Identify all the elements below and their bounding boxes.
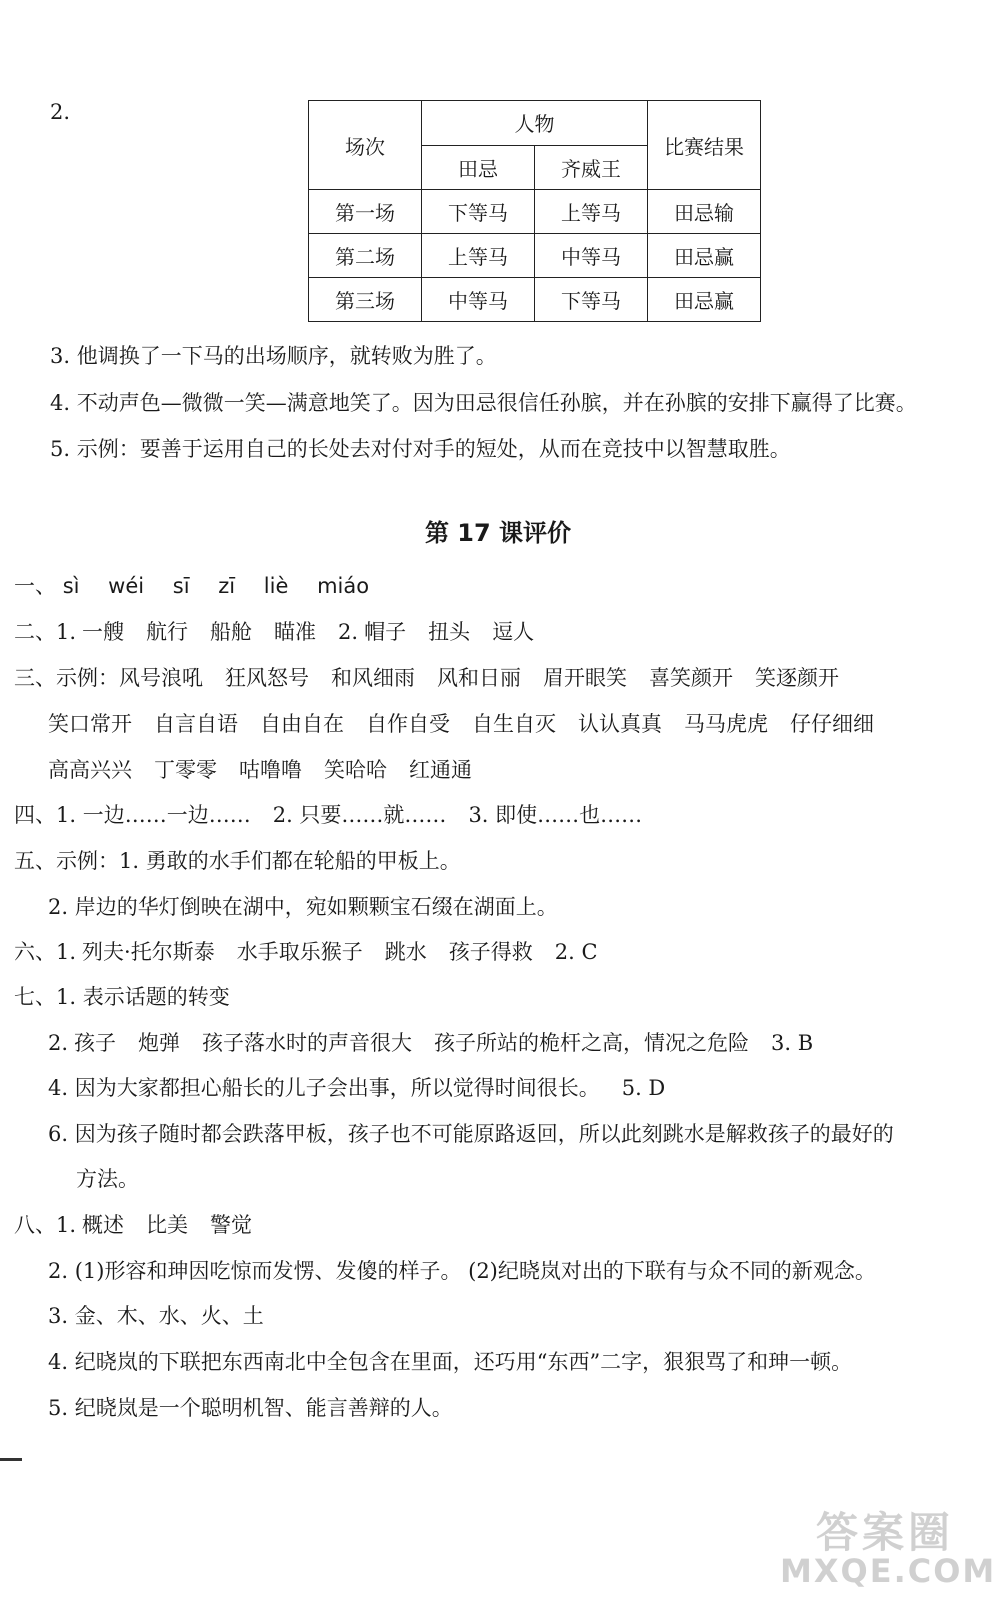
word: 警觉 bbox=[210, 1213, 253, 1237]
answer-text: 1. 勇敢的水手们都在轮船的甲板上。 bbox=[119, 849, 461, 873]
idiom: 红通通 bbox=[409, 758, 472, 782]
section-title: 第 17 课评价 bbox=[424, 519, 572, 547]
watermark-logo-text: 答案圈 bbox=[815, 1508, 954, 1557]
section-7-answer-6-line-1: 6. 因为孩子随时都会跌落甲板，孩子也不可能原路返回，所以此刻跳水是解救孩子的最好的 bbox=[48, 1122, 894, 1146]
answer-item: 1. 一边……一边…… bbox=[56, 803, 251, 827]
section-prefix: 三、示例： bbox=[14, 666, 119, 690]
idiom: 认认真真 bbox=[578, 712, 662, 736]
idiom: 自作自受 bbox=[366, 712, 450, 736]
answer-text: 1. 表示话题的转变 bbox=[56, 985, 230, 1009]
horse-race-table bbox=[308, 100, 761, 322]
idiom: 丁零零 bbox=[154, 758, 217, 782]
section-prefix: 六、 bbox=[14, 940, 56, 964]
word: 逗人 bbox=[492, 620, 535, 644]
word: 一艘 bbox=[82, 620, 125, 644]
pinyin-word: sì bbox=[62, 574, 80, 598]
section-3-row-2 bbox=[48, 710, 874, 738]
table-row bbox=[309, 278, 761, 322]
section-8-answer-5: 5. 纪晓岚是一个聪明机智、能言善辩的人。 bbox=[48, 1396, 453, 1420]
table-cell: 田忌赢 bbox=[648, 278, 761, 322]
section-4 bbox=[14, 801, 642, 829]
section-prefix: 五、示例： bbox=[14, 849, 119, 873]
word: 瞄准 bbox=[274, 620, 317, 644]
pinyin-word: miáo bbox=[317, 574, 370, 598]
idiom: 狂风怒号 bbox=[225, 666, 309, 690]
idiom: 仔仔细细 bbox=[790, 712, 874, 736]
word: 扭头 bbox=[428, 620, 471, 644]
answer-item: 2. C bbox=[554, 940, 598, 964]
word: 孩子所站的桅杆之高，情况之危险 bbox=[434, 1031, 750, 1055]
word: 列夫·托尔斯泰 bbox=[82, 940, 215, 964]
word: 跳水 bbox=[384, 940, 427, 964]
table-cell: 田忌赢 bbox=[648, 234, 761, 278]
word: 水手取乐猴子 bbox=[236, 940, 363, 964]
section-3-row-1 bbox=[14, 664, 839, 692]
idiom: 和风细雨 bbox=[331, 666, 415, 690]
answer-item: 3. B bbox=[771, 1031, 814, 1055]
word: 孩子 bbox=[74, 1031, 117, 1055]
idiom: 高高兴兴 bbox=[48, 758, 132, 782]
site-watermark bbox=[780, 1500, 996, 1595]
word: 孩子落水时的声音很大 bbox=[202, 1031, 413, 1055]
word: 帽子 bbox=[364, 620, 407, 644]
idiom: 喜笑颜开 bbox=[649, 666, 733, 690]
table-cell: 上等马 bbox=[422, 234, 535, 278]
section-8-answer-1 bbox=[14, 1211, 252, 1239]
idiom: 笑口常开 bbox=[48, 712, 132, 736]
item-number: 1. bbox=[56, 1213, 77, 1237]
answer-item: 3. 即使……也…… bbox=[468, 803, 643, 827]
idiom: 咕噜噜 bbox=[239, 758, 302, 782]
section-prefix: 四、 bbox=[14, 803, 56, 827]
table-cell: 上等马 bbox=[535, 190, 648, 234]
section-prefix: 七、 bbox=[14, 985, 56, 1009]
table-cell: 第三场 bbox=[309, 278, 422, 322]
section-8-answer-2: 2. (1)形容和珅因吃惊而发愣、发傻的样子。 (2)纪晓岚对出的下联有与众不同的新观念。 bbox=[48, 1259, 876, 1283]
item-number: 1. bbox=[56, 620, 77, 644]
table-cell: 中等马 bbox=[422, 278, 535, 322]
idiom: 自由自在 bbox=[260, 712, 344, 736]
pinyin-word: liè bbox=[263, 574, 289, 598]
pinyin-word: sī bbox=[172, 574, 190, 598]
question-2-number: 2. bbox=[50, 100, 71, 124]
idiom: 风和日丽 bbox=[437, 666, 521, 690]
section-5-answer-2: 2. 岸边的华灯倒映在湖中，宛如颗颗宝石缀在湖面上。 bbox=[48, 895, 558, 919]
table-cell: 下等马 bbox=[422, 190, 535, 234]
table-cell: 中等马 bbox=[535, 234, 648, 278]
idiom: 自生自灭 bbox=[472, 712, 556, 736]
idiom: 马马虎虎 bbox=[684, 712, 768, 736]
answer-item: 2. 只要……就…… bbox=[272, 803, 447, 827]
table-cell: 田忌输 bbox=[648, 190, 761, 234]
header-characters: 人物 bbox=[422, 101, 648, 146]
watermark-url: MXQE.COM bbox=[780, 1552, 996, 1590]
word: 航行 bbox=[146, 620, 189, 644]
idiom: 笑哈哈 bbox=[324, 758, 387, 782]
table-row bbox=[309, 234, 761, 278]
section-7-answer-1 bbox=[14, 983, 230, 1011]
pinyin-word: zī bbox=[218, 574, 236, 598]
header-round: 场次 bbox=[309, 101, 422, 190]
section-7-answer-2 bbox=[48, 1029, 813, 1057]
word: 船舱 bbox=[210, 620, 253, 644]
idiom: 眉开眼笑 bbox=[543, 666, 627, 690]
header-result: 比赛结果 bbox=[648, 101, 761, 190]
idiom: 笑逐颜开 bbox=[755, 666, 839, 690]
table-row bbox=[309, 190, 761, 234]
section-8-answer-3: 3. 金、木、水、火、土 bbox=[48, 1304, 264, 1328]
bottom-rule bbox=[0, 1458, 22, 1461]
section-7-answer-6-line-2: 方法。 bbox=[76, 1167, 139, 1191]
item-number: 2. bbox=[48, 1031, 69, 1055]
section-1 bbox=[14, 572, 369, 600]
section-7-answer-4 bbox=[48, 1074, 665, 1102]
section-5-answer-1 bbox=[14, 847, 461, 875]
section-2 bbox=[14, 618, 534, 646]
header-tianji: 田忌 bbox=[422, 145, 535, 190]
word: 比美 bbox=[146, 1213, 189, 1237]
section-6 bbox=[14, 938, 598, 966]
pinyin-word: wéi bbox=[108, 574, 145, 598]
item-number: 2. bbox=[338, 620, 359, 644]
table-cell: 第一场 bbox=[309, 190, 422, 234]
section-3-row-3 bbox=[48, 756, 472, 784]
item-number: 1. bbox=[56, 940, 77, 964]
word: 孩子得救 bbox=[448, 940, 533, 964]
answer-5: 5. 示例：要善于运用自己的长处去对付对手的短处，从而在竞技中以智慧取胜。 bbox=[50, 437, 791, 461]
section-8-answer-4: 4. 纪晓岚的下联把东西南北中全包含在里面，还巧用“东西”二字，狠狠骂了和珅一顿。 bbox=[48, 1350, 853, 1374]
table-cell: 下等马 bbox=[535, 278, 648, 322]
answer-text: 4. 因为大家都担心船长的儿子会出事，所以觉得时间很长。 bbox=[48, 1076, 600, 1100]
answer-4: 4. 不动声色—微微一笑—满意地笑了。因为田忌很信任孙膑，并在孙膑的安排下赢得了比赛。 bbox=[50, 391, 917, 415]
table-cell: 第二场 bbox=[309, 234, 422, 278]
word: 概述 bbox=[82, 1213, 125, 1237]
section-prefix: 八、 bbox=[14, 1213, 56, 1237]
idiom: 自言自语 bbox=[154, 712, 238, 736]
word: 炮弹 bbox=[138, 1031, 181, 1055]
answer-item: 5. D bbox=[621, 1076, 666, 1100]
idiom: 风号浪吼 bbox=[119, 666, 203, 690]
answer-3: 3. 他调换了一下马的出场顺序，就转败为胜了。 bbox=[50, 344, 497, 368]
section-prefix: 一、 bbox=[14, 574, 56, 598]
header-qiweiwang: 齐威王 bbox=[535, 145, 648, 190]
section-prefix: 二、 bbox=[14, 620, 56, 644]
